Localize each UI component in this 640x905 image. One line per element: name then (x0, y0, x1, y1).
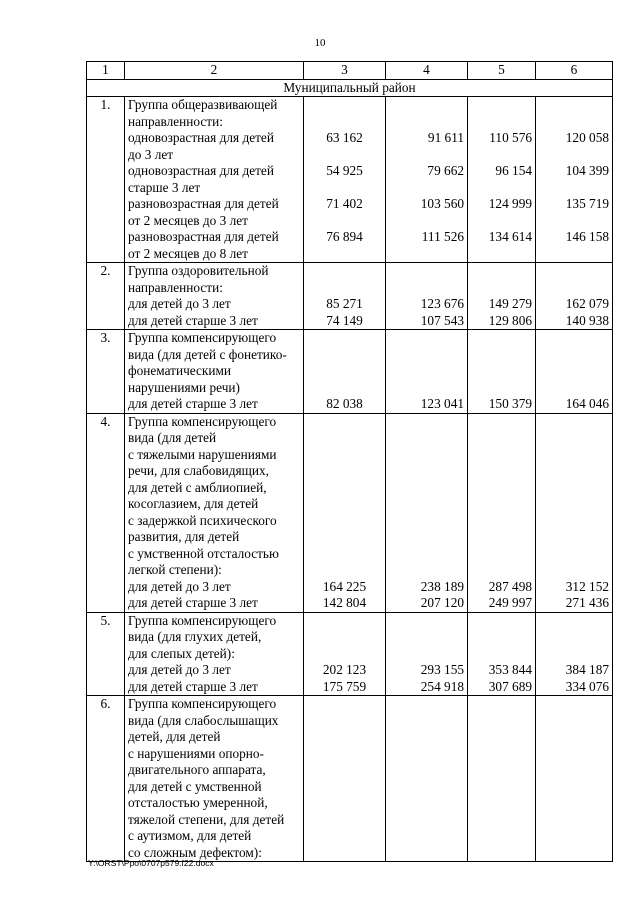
row-number: 6. (87, 696, 125, 862)
value-line (389, 280, 464, 297)
value-line: 164 046 (565, 396, 609, 411)
value-line: 175 759 (322, 678, 367, 694)
value-line (471, 97, 532, 114)
value-line (539, 263, 609, 280)
description-line: с аутизмом, для детей (128, 828, 252, 843)
value-line (471, 430, 532, 447)
value-line (471, 646, 532, 663)
row-number: 4. (87, 413, 125, 612)
value-line (471, 246, 532, 263)
value-line (539, 447, 609, 464)
description-line: со сложным дефектом): (128, 844, 262, 860)
value-line: 238 189 (420, 578, 464, 594)
value-line: 76 894 (326, 229, 363, 244)
value-line: 142 804 (322, 595, 367, 610)
value-line: 353 844 (488, 662, 532, 677)
value-cell-c4 (386, 696, 468, 862)
value-line (389, 414, 464, 431)
page-number: 10 (314, 37, 326, 49)
description-line: Группа оздоровительной (128, 263, 269, 278)
value-line (307, 562, 382, 579)
value-line (539, 347, 609, 364)
value-line (539, 180, 609, 197)
value-line (307, 213, 382, 230)
value-line: 271 436 (565, 595, 609, 610)
value-line: 162 079 (565, 296, 609, 311)
value-line (307, 380, 382, 397)
value-line: 134 614 (488, 229, 532, 244)
header-col-4: 4 (386, 62, 468, 80)
description-line: для детей с амблиопией, (128, 479, 267, 495)
value-line (471, 213, 532, 230)
value-cell-c4 (386, 612, 468, 696)
value-line: 312 152 (565, 578, 609, 594)
value-line: 123 676 (420, 296, 464, 311)
description-line: тяжелой степени, для детей (128, 811, 285, 827)
value-line: 123 041 (420, 396, 464, 411)
description-line: развития, для детей (128, 529, 240, 544)
value-line (539, 629, 609, 646)
section-row (87, 79, 613, 97)
value-line: 202 123 (322, 662, 367, 677)
value-line: 129 806 (488, 312, 532, 328)
value-line: 82 038 (326, 396, 363, 411)
value-line (307, 246, 382, 263)
value-line (539, 480, 609, 497)
value-line: 85 271 (326, 296, 363, 311)
value-line (307, 280, 382, 297)
value-line: 104 399 (565, 163, 609, 178)
value-cell-c6 (536, 612, 613, 696)
description-line: вида (для слабослышащих (128, 712, 279, 728)
table-row (87, 413, 613, 612)
description-line: речи, для слабовидящих, (128, 463, 269, 478)
header-col-6: 6 (536, 62, 613, 80)
value-line (389, 330, 464, 347)
value-line: 79 662 (427, 163, 464, 178)
description-line: Группа компенсирующего (128, 696, 277, 711)
value-line (539, 414, 609, 431)
header-col-2: 2 (125, 62, 304, 80)
description-line: одновозрастная для детей (128, 130, 274, 145)
value-line: 164 225 (322, 578, 367, 594)
value-line (307, 480, 382, 497)
table-row (87, 696, 613, 862)
value-line: 54 925 (326, 163, 363, 178)
value-line (539, 529, 609, 546)
value-line (539, 430, 609, 447)
row-description (125, 330, 304, 414)
value-line (389, 447, 464, 464)
value-line: 110 576 (489, 130, 532, 145)
value-line (539, 546, 609, 563)
value-line: 334 076 (565, 678, 609, 694)
table-row (87, 97, 613, 263)
value-line (307, 447, 382, 464)
value-line (307, 529, 382, 546)
header-row (87, 62, 613, 80)
value-cell-c3 (304, 696, 386, 862)
description-line: с задержкой психического (128, 512, 277, 528)
value-line: 384 187 (565, 662, 609, 677)
tariff-table (86, 61, 613, 862)
value-line (389, 496, 464, 513)
description-line: для слепых детей): (128, 645, 235, 661)
value-line (471, 447, 532, 464)
value-line (471, 463, 532, 480)
value-line: 254 918 (420, 678, 464, 694)
table-row (87, 263, 613, 330)
table-row (87, 612, 613, 696)
row-description (125, 97, 304, 263)
value-cell-c6 (536, 97, 613, 263)
description-line: вида (для глухих детей, (128, 629, 262, 644)
value-line (539, 496, 609, 513)
value-line (389, 363, 464, 380)
description-line: одновозрастная для детей (128, 163, 274, 178)
row-number: 5. (87, 612, 125, 696)
value-line (471, 263, 532, 280)
value-line: 287 498 (488, 578, 532, 594)
value-line (389, 430, 464, 447)
description-line: детей, для детей (128, 729, 221, 744)
description-line: вида (для детей с фонетико- (128, 346, 287, 362)
value-line (389, 480, 464, 497)
value-line (389, 380, 464, 397)
value-line (471, 562, 532, 579)
value-line (539, 613, 609, 630)
description-line: с нарушениями опорно- (128, 745, 264, 761)
file-path-footer: Y:\ORST\Ppo\0707p579.f22.docx (88, 858, 214, 868)
value-cell-c4 (386, 97, 468, 263)
value-cell-c6 (536, 696, 613, 862)
description-line: Группа компенсирующего (128, 413, 277, 429)
description-line: для детей до 3 лет (128, 662, 231, 677)
value-line (307, 147, 382, 164)
value-line: 135 719 (565, 196, 609, 211)
value-line (539, 363, 609, 380)
value-line (389, 213, 464, 230)
header-col-1: 1 (87, 62, 125, 80)
description-line: для детей до 3 лет (128, 578, 231, 594)
value-cell-c4 (386, 263, 468, 330)
value-cell-c5 (468, 263, 536, 330)
value-line (389, 180, 464, 197)
value-cell-c4 (386, 330, 468, 414)
value-line (471, 347, 532, 364)
value-cell-c6 (536, 330, 613, 414)
row-description (125, 696, 304, 862)
value-line (471, 330, 532, 347)
value-line: 140 938 (565, 312, 609, 328)
value-line (539, 463, 609, 480)
row-number: 3. (87, 330, 125, 414)
value-cell-c6 (536, 263, 613, 330)
value-line: 63 162 (326, 130, 363, 145)
description-line: для детей старше 3 лет (128, 312, 258, 328)
value-line (471, 363, 532, 380)
description-line: от 2 месяцев до 8 лет (128, 245, 248, 261)
value-cell-c5 (468, 330, 536, 414)
value-line (471, 380, 532, 397)
description-line: для детей старше 3 лет (128, 396, 258, 411)
value-cell-c5 (468, 413, 536, 612)
value-line (389, 463, 464, 480)
value-cell-c5 (468, 612, 536, 696)
value-line (471, 613, 532, 630)
description-line: разновозрастная для детей (128, 196, 279, 211)
value-line: 150 379 (488, 396, 532, 411)
value-line (471, 513, 532, 530)
value-line (389, 263, 464, 280)
description-line: Группа общеразвивающей (128, 97, 278, 112)
value-cell-c3 (304, 413, 386, 612)
value-line (307, 496, 382, 513)
value-line (307, 646, 382, 663)
value-cell-c6 (536, 413, 613, 612)
description-line: до 3 лет (128, 146, 174, 162)
value-line (307, 263, 382, 280)
row-description (125, 263, 304, 330)
value-line: 149 279 (488, 296, 532, 311)
value-line (307, 546, 382, 563)
value-line: 74 149 (326, 312, 363, 328)
value-cell-c3 (304, 263, 386, 330)
value-line (389, 97, 464, 114)
value-cell-c5 (468, 696, 536, 862)
value-line (307, 463, 382, 480)
value-line (539, 646, 609, 663)
table-row (87, 330, 613, 414)
value-line (389, 529, 464, 546)
description-line: фонематическими (128, 363, 232, 378)
value-line: 111 526 (421, 229, 464, 244)
value-cell-c4 (386, 413, 468, 612)
value-line (389, 546, 464, 563)
value-line (539, 97, 609, 114)
value-line (389, 613, 464, 630)
description-line: легкой степени): (128, 562, 222, 577)
header-col-3: 3 (304, 62, 386, 80)
value-line (389, 562, 464, 579)
value-line (539, 330, 609, 347)
description-line: направленности: (128, 279, 223, 295)
value-line (389, 513, 464, 530)
description-line: нарушениями речи) (128, 379, 240, 395)
description-line: направленности: (128, 113, 223, 129)
description-line: отсталостью умеренной, (128, 795, 268, 810)
description-line: для детей до 3 лет (128, 296, 231, 311)
value-cell-c3 (304, 330, 386, 414)
value-cell-c3 (304, 612, 386, 696)
value-line (539, 513, 609, 530)
value-line (307, 430, 382, 447)
row-number: 2. (87, 263, 125, 330)
value-line: 103 560 (420, 196, 464, 211)
value-line (539, 114, 609, 131)
header-col-5: 5 (468, 62, 536, 80)
value-line (471, 629, 532, 646)
row-description (125, 413, 304, 612)
value-line: 307 689 (488, 678, 532, 694)
value-line (539, 280, 609, 297)
description-line: вида (для детей (128, 430, 217, 445)
value-line: 96 154 (495, 163, 532, 178)
value-line (307, 414, 382, 431)
value-line (307, 347, 382, 364)
value-line (471, 114, 532, 131)
value-cell-c3 (304, 97, 386, 263)
value-line: 207 120 (420, 595, 464, 610)
description-line: для детей старше 3 лет (128, 595, 258, 610)
value-line: 120 058 (565, 130, 609, 145)
value-cell-c5 (468, 97, 536, 263)
value-line: 71 402 (326, 196, 363, 211)
value-line (389, 246, 464, 263)
row-description (125, 612, 304, 696)
value-line (539, 147, 609, 164)
value-line (389, 646, 464, 663)
value-line (539, 562, 609, 579)
value-line: 293 155 (420, 662, 464, 677)
description-line: Группа компенсирующего (128, 612, 277, 628)
value-line: 249 997 (488, 595, 532, 610)
value-line (389, 147, 464, 164)
value-line (307, 330, 382, 347)
value-line (307, 180, 382, 197)
value-line (307, 613, 382, 630)
value-line (307, 363, 382, 380)
value-line (539, 213, 609, 230)
value-line (307, 513, 382, 530)
row-number: 1. (87, 97, 125, 263)
description-line: двигательного аппарата, (128, 762, 266, 777)
description-line: разновозрастная для детей (128, 229, 279, 244)
value-line (471, 480, 532, 497)
value-line (307, 629, 382, 646)
value-line: 124 999 (488, 196, 532, 211)
value-line (539, 246, 609, 263)
value-line (471, 180, 532, 197)
section-title: Муниципальный район (87, 79, 613, 97)
value-line (471, 529, 532, 546)
description-line: с тяжелыми нарушениями (128, 446, 277, 462)
value-line: 91 611 (427, 130, 464, 145)
description-line: старше 3 лет (128, 179, 201, 195)
description-line: для детей с умственной (128, 778, 262, 794)
description-line: Группа компенсирующего (128, 330, 277, 345)
description-line: для детей старше 3 лет (128, 678, 258, 694)
value-line (471, 546, 532, 563)
value-line (307, 114, 382, 131)
value-line (389, 347, 464, 364)
value-line (471, 496, 532, 513)
value-line (307, 97, 382, 114)
value-line (471, 414, 532, 431)
value-line (389, 629, 464, 646)
description-line: косоглазием, для детей (128, 496, 259, 511)
description-line: с умственной отсталостью (128, 545, 279, 561)
value-line (389, 114, 464, 131)
value-line (539, 380, 609, 397)
value-line: 107 543 (420, 312, 464, 328)
description-line: от 2 месяцев до 3 лет (128, 212, 248, 228)
value-line: 146 158 (565, 229, 609, 244)
value-line (471, 147, 532, 164)
value-line (471, 280, 532, 297)
